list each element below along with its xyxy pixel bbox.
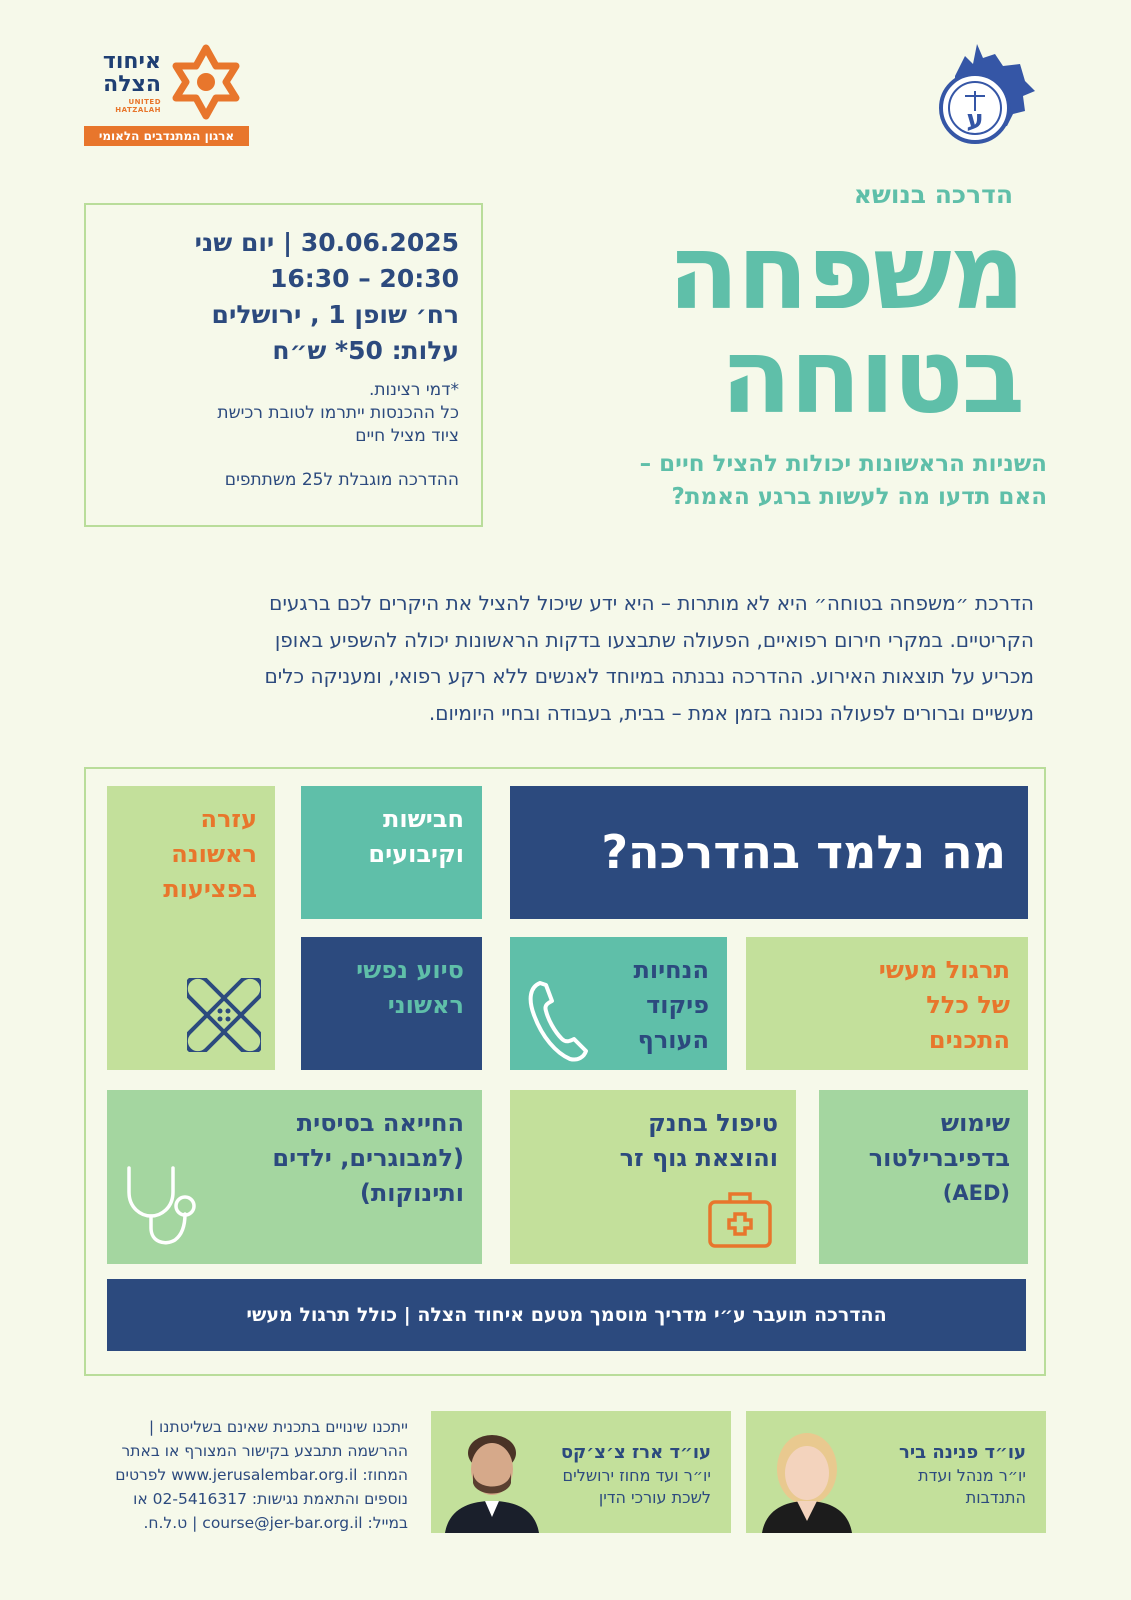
event-info-box <box>84 203 483 527</box>
note-line: *דמי רצינות. <box>368 380 459 400</box>
subtitle <box>487 448 1047 514</box>
topic-line: שימוש <box>940 1109 1010 1137</box>
topic-line: (AED) <box>942 1181 1010 1205</box>
topic-line: התכנים <box>928 1026 1010 1054</box>
speaker-role: לשכת עורכי הדין <box>598 1488 711 1507</box>
speaker-role: יו״ר ועד מחוז ירושלים <box>562 1466 711 1485</box>
topic-line: בפציעות <box>163 875 257 903</box>
speaker-card-2 <box>431 1411 731 1533</box>
participant-limit: ההדרכה מוגבלת ל25 משתתפים <box>224 470 459 490</box>
uh-banner: ארגון המתנדבים הלאומי <box>84 126 249 146</box>
footer-line: נוספים והתאמת נגישות: 02-5416317 או <box>133 1490 408 1508</box>
topic-line: (למבוגרים, ילדים <box>272 1144 464 1172</box>
svg-text:ע: ע <box>966 105 984 135</box>
topic-line: ראשונה <box>171 840 257 868</box>
intro-line: מכריע על תוצאות האירוע. ההדרכה נבנתה במיוחד לאנשים ללא רקע רפואי, ומעניקה כלים <box>264 664 1034 688</box>
topic-aed <box>819 1090 1028 1264</box>
stethoscope-icon <box>121 1162 205 1252</box>
subtitle-line-2: האם תדעו מה לעשות ברגע האמת? <box>671 484 1047 510</box>
cost-line: עלות: 50* ש״ח <box>272 336 459 365</box>
first-aid-kit-icon <box>706 1188 774 1250</box>
topic-first-aid-wounds <box>107 786 275 1070</box>
topic-line: טיפול בחנק <box>648 1109 778 1137</box>
note-line: ציוד מציל חיים <box>355 426 459 446</box>
speaker-photo <box>752 1417 858 1533</box>
intro-paragraph <box>94 585 1034 731</box>
uh-english-name: UNITED HATZALAH <box>115 98 161 114</box>
speaker-name: עו״ד ארז צ׳צ׳קס <box>560 1442 711 1463</box>
location-line: רח׳ שופן 1 , ירושלים <box>211 300 459 329</box>
topic-line: סיוע נפשי <box>356 956 464 984</box>
kicker: הדרכה בנושא <box>853 180 1013 209</box>
footer-note <box>88 1415 408 1535</box>
bandage-icon <box>187 978 261 1052</box>
bar-association-logo-icon <box>925 36 1050 156</box>
topic-line: הנחיות <box>633 956 709 984</box>
trainer-banner: ההדרכה תועבר ע״י מדריך מוסמך מטעם איחוד הצלה | כולל תרגול מעשי <box>107 1279 1026 1351</box>
topic-line: וקיבועים <box>368 840 464 868</box>
intro-line: הדרכת ״משפחה בטוחה״ היא לא מותרות – היא ידע שיכול להציל את היקרים לכם ברגעים <box>269 591 1034 615</box>
time-line: 16:30 – 20:30 <box>269 264 459 293</box>
subtitle-line-1: השניות הראשונות יכולות להציל חיים – <box>639 451 1047 477</box>
topic-line: והוצאת גוף זר <box>619 1144 778 1172</box>
footer-line: במייל: course@jer-bar.org.il | ט.ל.ח. <box>143 1514 408 1532</box>
topics-heading: מה נלמד בהדרכה? <box>510 786 1028 919</box>
topic-bandaging <box>301 786 482 919</box>
speaker-card-1 <box>746 1411 1046 1533</box>
topic-line: ותינוקות) <box>359 1179 464 1207</box>
topic-line: עזרה <box>200 805 257 833</box>
united-hatzalah-star-icon <box>166 42 246 126</box>
speaker-name: עו״ד פנינה ביר <box>899 1442 1026 1463</box>
topic-line: בדפיברילטור <box>868 1144 1010 1172</box>
footer-line: ייתכנו שינויים בתכנית שאינם בשליטתנו | <box>148 1418 408 1436</box>
intro-line: הקריטיים. במקרי חירום רפואיים, הפעולה שתבצעו בדקות הראשונות יכולה להשפיע באופן <box>274 627 1034 652</box>
cost-note <box>108 379 459 448</box>
uh-hebrew-name: איחוד הצלה <box>102 49 161 97</box>
footer-line: המחוז: www.jerusalembar.org.il לפרטים <box>115 1466 408 1484</box>
speaker-photo <box>437 1417 543 1533</box>
footer-line: ההרשמה תתבצע בקישור המצורף או באתר <box>121 1442 408 1460</box>
speaker-role: יו״ר מנהל ועדת <box>918 1466 1026 1485</box>
topic-line: העורף <box>637 1026 709 1054</box>
topic-line: פיקוד <box>646 991 709 1019</box>
topic-line: תרגול מעשי <box>878 956 1010 984</box>
note-line: כל ההכנסות ייתרמו לטובת רכישת <box>217 403 459 423</box>
topic-cpr <box>107 1090 482 1264</box>
topic-line: של כלל <box>926 991 1010 1019</box>
title-line-2: בטוחה <box>720 315 1023 437</box>
topic-line: חבישות <box>382 805 464 833</box>
title-line-1: משפחה <box>667 211 1023 333</box>
topic-choking <box>510 1090 796 1264</box>
speaker-role: התנדבות <box>965 1488 1026 1507</box>
topic-home-front-command <box>510 937 727 1070</box>
topic-line: החייאה בסיסית <box>296 1109 464 1137</box>
topic-psychological-aid <box>301 937 482 1070</box>
topic-line: ראשוני <box>387 991 464 1019</box>
intro-line: מעשיים וברורים לפעולה נכונה בזמן אמת – בבית, בעבודה ובחיי היומיום. <box>428 700 1034 725</box>
phone-icon <box>522 975 592 1065</box>
date-line: 30.06.2025 | יום שני <box>194 228 459 257</box>
topic-practice <box>746 937 1028 1070</box>
page-title <box>463 211 1023 437</box>
united-hatzalah-logo <box>84 42 249 147</box>
